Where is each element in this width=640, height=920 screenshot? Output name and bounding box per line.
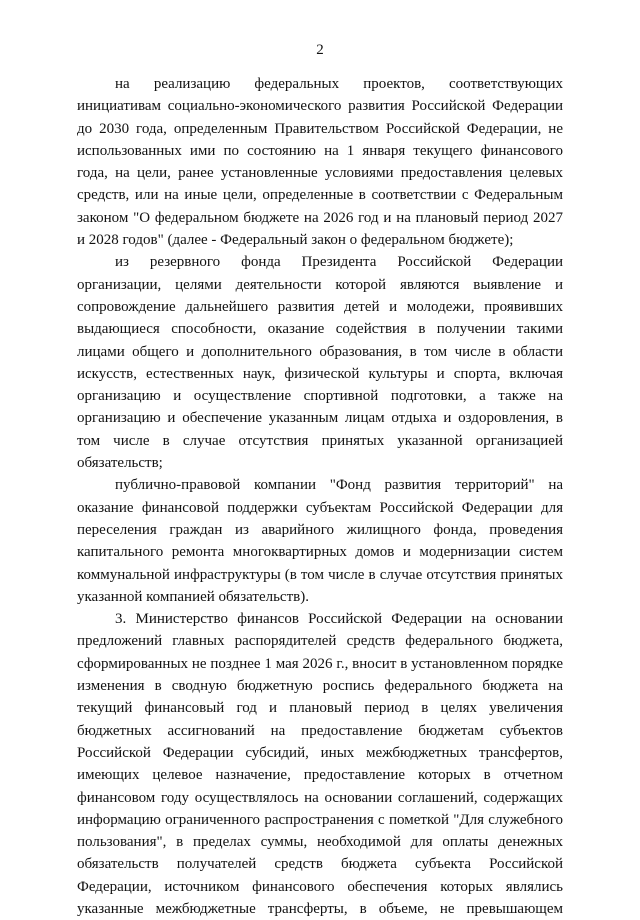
paragraph-federal-projects: на реализацию федеральных проектов, соответствующих инициативам социально-экономического развития Российской Федерации до 2030 года, определенным Правительством Российской Федерации, не использованных ими по состоянию на 1 января текущего финансового года, на цели, ранее установленные условиями предоставления целевых средств, или на иные цели, определенные в соответствии с Федеральным законом "О федеральном бюджете на 2026 год и на плановый период 2027 и 2028 годов" (далее - Федеральный закон о федеральном бюджете); <box>77 76 563 249</box>
paragraph-item-3-ministry-of-finance: 3. Министерство финансов Российской Федерации на основании предложений главных распорядителей средств федерального бюджета, сформированных не позднее 1 мая 2026 г., вносит в установленном порядке изменения в сводную бюджетную роспись федерального бюджета на текущий финансовый год и плановый период в целях увеличения бюджетных ассигнований на предоставление бюджетам субъектов Российской Федерации субсидий, иных межбюджетных трансфертов, имеющих целевое назначение, предоставление которых в отчетном финансовом году осуществлялось на основании соглашений, содержащих информацию ограниченного распространения с пометкой "Для служебного пользования", в пределах суммы, необходимой для оплаты денежных обязательств получателей средств бюджета субъекта Российской Федерации, источником финансового обеспечения которых являлись указанные межбюджетные трансферты, в объеме, не превышающем <box>77 611 563 917</box>
paragraph-territory-development-fund: публично-правовой компании "Фонд развития территорий" на оказание финансовой поддержки субъектам Российской Федерации для переселения граждан из аварийного жилищного фонда, проведения капитального ремонта многоквартирных домов и модернизации систем коммунальной инфраструктуры (в том числе в случае отсутствия принятых указанной компанией обязательств). <box>77 477 563 605</box>
paragraph-president-reserve-fund: из резервного фонда Президента Российской Федерации организации, целями деятельности которой являются выявление и сопровождение дальнейшего развития детей и молодежи, проявивших выдающиеся способности, оказание содействия в получении такими лицами общего и дополнительного образования, в том числе в области искусств, естественных наук, физической культуры и спорта, включая организацию и осуществление спортивной подготовки, а также на организацию и обеспечение указанным лицам отдыха и оздоровления, в том числе в случае отсутствия принятых указанной организацией обязательств; <box>77 254 563 472</box>
document-body <box>77 73 563 920</box>
page-number: 2 <box>316 42 324 58</box>
